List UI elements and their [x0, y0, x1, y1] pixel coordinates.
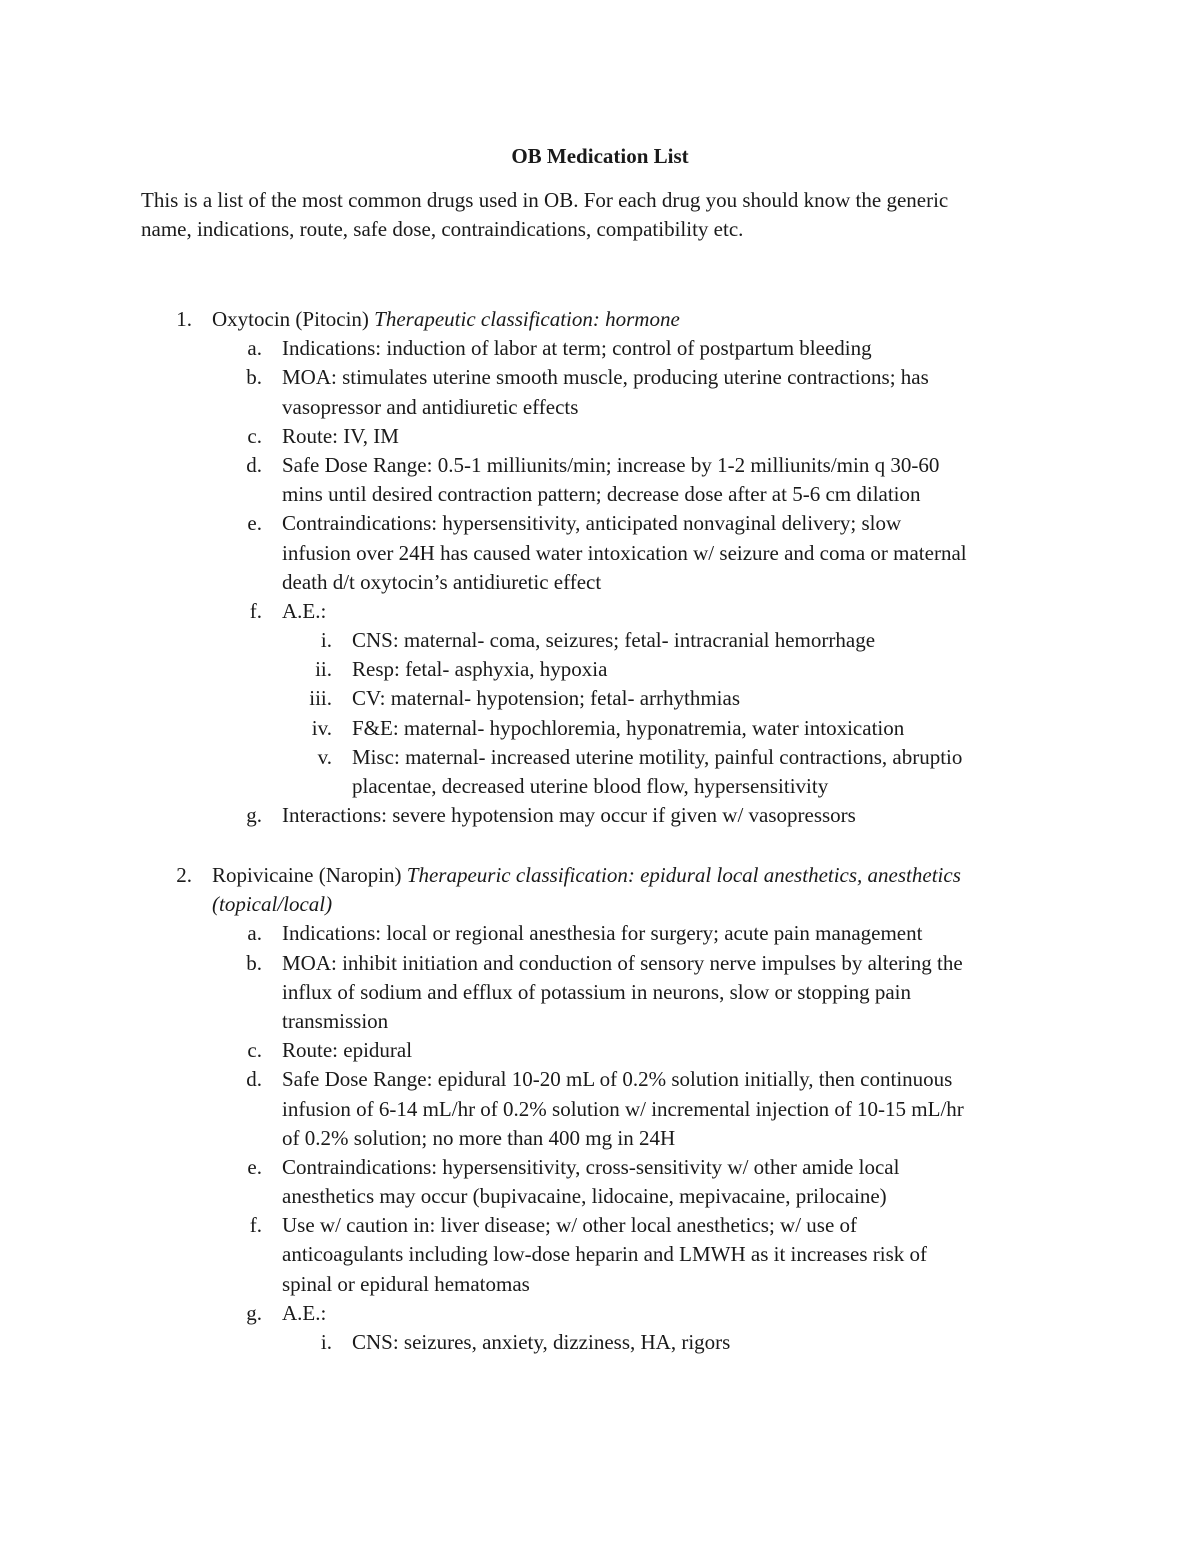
list-item-text: infusion over 24H has caused water intoxication w/ seizure and coma or maternal: [282, 540, 967, 565]
list-item: [0, 1270, 1200, 1299]
drug-heading-text: [212, 305, 680, 334]
list-item: [0, 919, 1200, 948]
list-item-text: Route: IV, IM: [282, 423, 399, 448]
list-item-text: spinal or epidural hematomas: [282, 1271, 530, 1296]
list-marker: f.: [249, 1213, 262, 1238]
intro-line: This is a list of the most common drugs used in OB. For each drug you should know the generic: [141, 188, 949, 212]
list-marker: b.: [246, 365, 262, 390]
list-item: [0, 539, 1200, 568]
drug-heading-continuation: [0, 890, 1200, 919]
drug-name: Ropivicaine (Naropin): [212, 863, 407, 887]
list-item: [0, 597, 1200, 626]
list-item: [0, 1153, 1200, 1182]
list-marker: v.: [317, 744, 332, 769]
list-item-text: transmission: [282, 1008, 389, 1033]
list-marker: e.: [247, 1154, 262, 1179]
drug-heading: [0, 305, 1200, 334]
adverse-effect-item: [0, 655, 1200, 684]
list-item: [0, 949, 1200, 978]
adverse-effect-item-text: F&E: maternal- hypochloremia, hyponatremia, water intoxication: [352, 715, 905, 740]
list-item: [0, 1182, 1200, 1211]
list-item: [0, 1299, 1200, 1328]
list-item: [0, 1007, 1200, 1036]
list-marker: iii.: [309, 686, 332, 711]
adverse-effect-item: [0, 684, 1200, 713]
list-item-text: MOA: inhibit initiation and conduction of sensory nerve impulses by altering the: [282, 950, 963, 975]
list-item: [0, 1211, 1200, 1240]
drug-classification: (topical/local): [212, 892, 333, 917]
list-item-text: influx of sodium and efflux of potassium in neurons, slow or stopping pain: [282, 979, 911, 1004]
list-item-text: anesthetics may occur (bupivacaine, lidocaine, mepivacaine, prilocaine): [282, 1184, 887, 1209]
adverse-effect-item-text: CNS: maternal- coma, seizures; fetal- intracranial hemorrhage: [352, 628, 876, 653]
adverse-effect-item: [0, 743, 1200, 772]
adverse-effect-item-text: CV: maternal- hypotension; fetal- arrhythmias: [352, 686, 740, 711]
list-marker: c.: [247, 1038, 262, 1063]
intro-paragraph: [141, 186, 1061, 244]
list-marker: i.: [320, 1330, 332, 1354]
list-marker: ii.: [315, 657, 332, 682]
list-item-text: A.E.:: [282, 598, 327, 623]
list-item-text: Indications: local or regional anesthesia for surgery; acute pain management: [282, 921, 923, 946]
intro-line: name, indications, route, safe dose, contraindications, compatibility etc.: [141, 217, 744, 242]
list-item-text: death d/t oxytocin’s antidiuretic effect: [282, 569, 602, 594]
list-item: [0, 801, 1200, 830]
adverse-effect-item: [0, 626, 1200, 655]
list-item-text: infusion of 6-14 mL/hr of 0.2% solution w/ incremental injection of 10-15 mL/hr: [282, 1096, 964, 1121]
adverse-effect-item-text: CNS: seizures, anxiety, dizziness, HA, rigors: [352, 1330, 731, 1354]
list-item: [0, 451, 1200, 480]
list-item: [0, 1095, 1200, 1124]
list-item-text: Contraindications: hypersensitivity, cross-sensitivity w/ other amide local: [282, 1154, 900, 1179]
adverse-effect-item-text: placentae, decreased uterine blood flow, hypersensitivity: [352, 774, 829, 798]
drug-classification: Therapeutic classification: hormone: [374, 307, 680, 331]
drug-entry-ropivicaine: [0, 861, 1200, 1357]
list-item: [0, 363, 1200, 392]
list-item: [0, 1240, 1200, 1269]
list-marker: g.: [246, 1300, 262, 1325]
list-item-text: mins until desired contraction pattern; decrease dose after at 5-6 cm dilation: [282, 482, 921, 507]
list-item: [0, 422, 1200, 451]
list-number: 1.: [176, 307, 192, 331]
list-item: [0, 978, 1200, 1007]
adverse-effect-item: [0, 772, 1200, 801]
adverse-effect-item: [0, 1328, 1200, 1357]
list-marker: i.: [320, 628, 332, 653]
list-item: [0, 1124, 1200, 1153]
list-marker: a.: [247, 336, 262, 361]
document-title: OB Medication List: [511, 144, 689, 168]
list-item-text: anticoagulants including low-dose heparin and LMWH as it increases risk of: [282, 1242, 927, 1267]
drug-entry-oxytocin: [0, 305, 1200, 830]
adverse-effect-item-text: Misc: maternal- increased uterine motility, painful contractions, abruptio: [352, 744, 963, 769]
list-item-text: Route: epidural: [282, 1038, 413, 1063]
list-item: [0, 480, 1200, 509]
drug-heading: [0, 861, 1200, 890]
list-item-text: Interactions: severe hypotension may occur if given w/ vasopressors: [282, 803, 856, 828]
list-marker: d.: [246, 452, 262, 477]
drug-heading-text: [212, 861, 961, 890]
list-marker: c.: [247, 423, 262, 448]
list-marker: iv.: [311, 715, 332, 740]
list-number: 2.: [176, 863, 192, 887]
list-marker: a.: [247, 921, 262, 946]
list-item-text: vasopressor and antidiuretic effects: [282, 394, 579, 419]
drug-classification: Therapeuric classification: epidural local anesthetics, anesthetics: [406, 863, 961, 887]
list-item-text: Use w/ caution in: liver disease; w/ other local anesthetics; w/ use of: [282, 1213, 858, 1238]
list-item-text: Contraindications: hypersensitivity, anticipated nonvaginal delivery; slow: [282, 511, 902, 536]
list-item-text: Indications: induction of labor at term; control of postpartum bleeding: [282, 336, 872, 361]
list-marker: g.: [246, 803, 262, 828]
list-item-text: of 0.2% solution; no more than 400 mg in 24H: [282, 1125, 676, 1150]
adverse-effect-item: [0, 714, 1200, 743]
list-marker: d.: [246, 1067, 262, 1092]
list-item: [0, 334, 1200, 363]
list-item: [0, 509, 1200, 538]
list-marker: f.: [249, 598, 262, 623]
list-item: [0, 1065, 1200, 1094]
list-item-text: MOA: stimulates uterine smooth muscle, producing uterine contractions; has: [282, 365, 929, 390]
list-item: [0, 393, 1200, 422]
list-marker: e.: [247, 511, 262, 536]
list-marker: b.: [246, 950, 262, 975]
list-item: [0, 568, 1200, 597]
list-item-text: Safe Dose Range: epidural 10-20 mL of 0.2% solution initially, then continuous: [282, 1067, 953, 1092]
list-item-text: Safe Dose Range: 0.5-1 milliunits/min; increase by 1-2 milliunits/min q 30-60: [282, 452, 940, 477]
drug-name: Oxytocin (Pitocin): [212, 307, 375, 331]
list-item-text: A.E.:: [282, 1300, 327, 1325]
list-item: [0, 1036, 1200, 1065]
adverse-effect-item-text: Resp: fetal- asphyxia, hypoxia: [352, 657, 608, 682]
